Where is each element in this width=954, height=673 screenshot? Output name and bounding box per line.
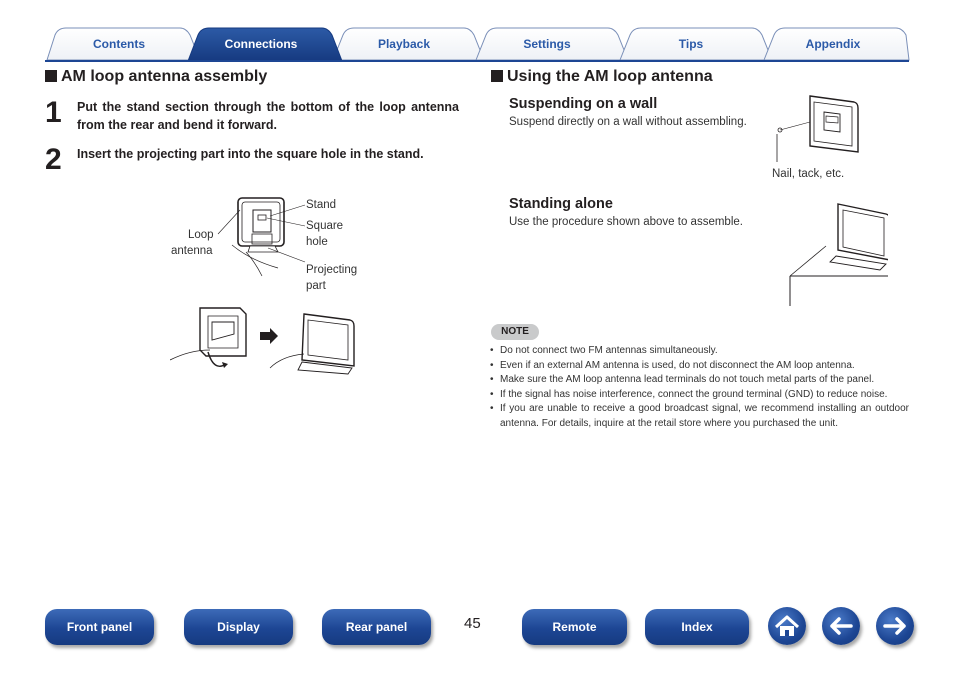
bend-illustration bbox=[170, 300, 370, 380]
step-number: 2 bbox=[45, 143, 62, 176]
list-item: • Do not connect two FM antennas simultaneously. bbox=[490, 344, 909, 359]
tab-playback[interactable]: Playback bbox=[377, 37, 431, 51]
tab-shapes bbox=[0, 0, 954, 66]
home-icon bbox=[768, 607, 806, 645]
tab-settings[interactable]: Settings bbox=[523, 37, 571, 51]
front-panel-button[interactable]: Front panel bbox=[45, 609, 154, 645]
notes-list bbox=[490, 344, 909, 432]
list-item: • If you are unable to receive a good broadcast signal, we recommend installing an outdoor antenna. For details, inquire at the retail store where you purchased the unit. bbox=[490, 402, 909, 431]
step-text: Put the stand section through the bottom of the loop antenna from the rear and bend it forward. bbox=[77, 100, 459, 132]
tab-contents[interactable]: Contents bbox=[93, 37, 145, 51]
standing-illustration bbox=[786, 200, 888, 308]
label-loop-antenna: antenna bbox=[171, 245, 213, 257]
nail-caption: Nail, tack, etc. bbox=[772, 168, 845, 180]
page-title: AM loop antenna assembly bbox=[61, 68, 268, 85]
step-text: Insert the projecting part into the square hole in the stand. bbox=[77, 147, 424, 161]
label-square-hole: Square bbox=[306, 220, 344, 232]
square-bullet-icon bbox=[491, 70, 503, 82]
step-number: 1 bbox=[45, 96, 62, 129]
back-button[interactable] bbox=[822, 607, 860, 645]
tab-bar bbox=[0, 0, 954, 66]
label-loop-antenna: Loop bbox=[188, 229, 214, 241]
left-section-heading bbox=[45, 68, 267, 86]
label-square-hole: hole bbox=[306, 236, 328, 248]
remote-button[interactable]: Remote bbox=[522, 609, 627, 645]
standing-description: Use the procedure shown above to assemble. bbox=[509, 216, 743, 228]
rear-panel-button[interactable]: Rear panel bbox=[322, 609, 431, 645]
section-title: Using the AM loop antenna bbox=[507, 68, 713, 85]
square-bullet-icon bbox=[45, 70, 57, 82]
wall-description: Suspend directly on a wall without assembling. bbox=[509, 116, 747, 128]
forward-button[interactable] bbox=[876, 607, 914, 645]
display-button[interactable]: Display bbox=[184, 609, 293, 645]
subheading-standing: Standing alone bbox=[509, 196, 613, 212]
note-badge: NOTE bbox=[491, 324, 539, 340]
label-projecting-part: part bbox=[306, 280, 326, 292]
home-button[interactable] bbox=[768, 607, 806, 645]
back-arrow-icon bbox=[822, 607, 860, 645]
subheading-wall: Suspending on a wall bbox=[509, 96, 658, 112]
list-item: • Make sure the AM loop antenna lead terminals do not touch metal parts of the panel. bbox=[490, 373, 909, 388]
wall-illustration bbox=[770, 92, 860, 164]
tab-connections[interactable]: Connections bbox=[224, 37, 298, 51]
index-button[interactable]: Index bbox=[645, 609, 749, 645]
tab-appendix[interactable]: Appendix bbox=[805, 37, 861, 51]
tab-tips[interactable]: Tips bbox=[678, 37, 704, 51]
forward-arrow-icon bbox=[876, 607, 914, 645]
page-number: 45 bbox=[464, 615, 481, 632]
label-stand: Stand bbox=[306, 199, 337, 211]
right-section-heading bbox=[491, 68, 713, 86]
list-item: • If the signal has noise interference, connect the ground terminal (GND) to reduce noise. bbox=[490, 388, 909, 403]
label-projecting-part: Projecting bbox=[306, 264, 358, 276]
list-item: • Even if an external AM antenna is used, do not disconnect the AM loop antenna. bbox=[490, 359, 909, 374]
